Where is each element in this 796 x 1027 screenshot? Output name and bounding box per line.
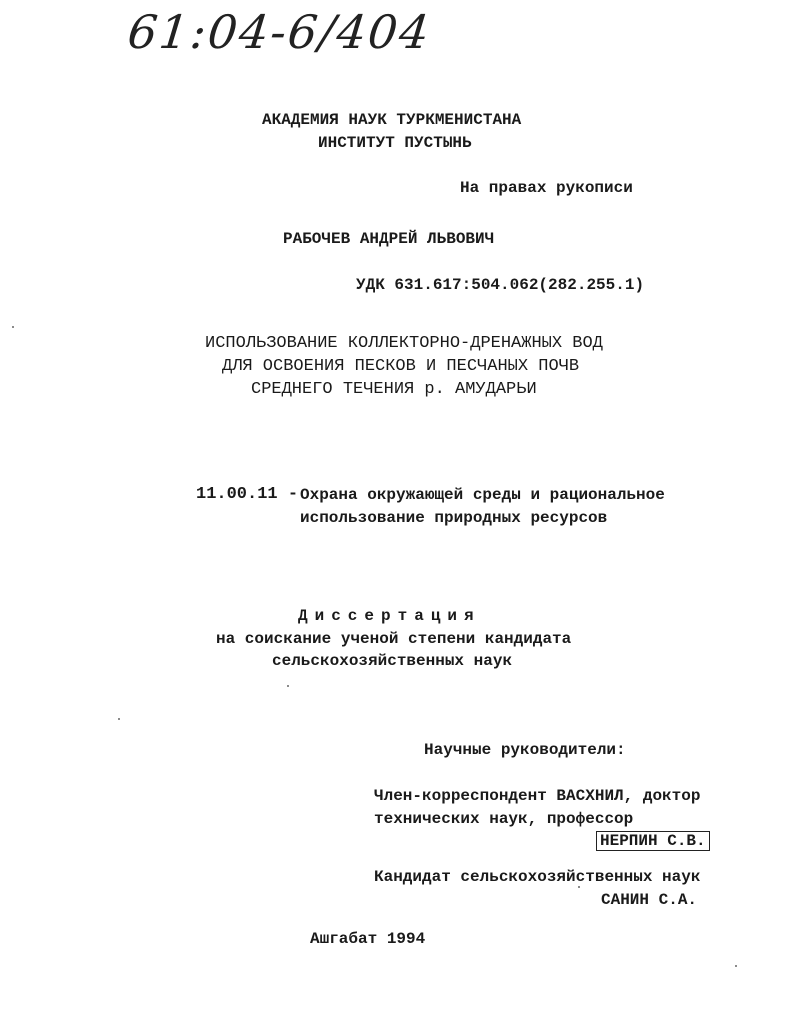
dissertation-line-2: сельскохозяйственных наук: [272, 652, 513, 670]
dissertation-line-1: на соискание ученой степени кандидата: [216, 630, 572, 648]
scan-speck: [287, 685, 289, 687]
title-line-3: СРЕДНЕГО ТЕЧЕНИЯ р. АМУДАРЬИ: [251, 380, 537, 399]
supervisor-1-line-2: технических наук, профессор: [374, 810, 634, 828]
supervisor-1-line-1: Член-корреспондент ВАСХНИЛ, доктор: [374, 787, 701, 805]
institute-name: ИНСТИТУТ ПУСТЫНЬ: [318, 134, 472, 152]
title-line-2: ДЛЯ ОСВОЕНИЯ ПЕСКОВ И ПЕСЧАНЫХ ПОЧВ: [222, 357, 580, 376]
supervisor-1-name: НЕРПИН С.В.: [596, 831, 710, 851]
academy-name: АКАДЕМИЯ НАУК ТУРКМЕНИСТАНА: [262, 111, 522, 129]
specialty-line-1: Охрана окружающей среды и рациональное: [300, 486, 665, 504]
supervisors-heading: Научные руководители:: [424, 741, 626, 759]
place-year: Ашгабат 1994: [310, 930, 426, 948]
specialty-line-2: использование природных ресурсов: [300, 509, 608, 527]
udk-code: УДК 631.617:504.062(282.255.1): [356, 276, 645, 294]
supervisor-2-name: САНИН С.А.: [601, 891, 698, 909]
scan-speck: [118, 718, 120, 720]
specialty-code: 11.00.11 -: [196, 485, 299, 504]
rights-note: На правах рукописи: [460, 179, 633, 197]
author-name: РАБОЧЕВ АНДРЕЙ ЛЬВОВИЧ: [283, 230, 495, 248]
handwritten-archive-code: 61:04-6/404: [125, 5, 434, 59]
dissertation-heading: Диссертация: [298, 607, 481, 625]
scan-speck: [12, 326, 14, 328]
supervisor-2-line-1: Кандидат сельскохозяйственных наук: [374, 868, 701, 886]
title-line-1: ИСПОЛЬЗОВАНИЕ КОЛЛЕКТОРНО-ДРЕНАЖНЫХ ВОД: [205, 334, 603, 353]
scan-speck: [578, 886, 580, 888]
scan-speck: [735, 965, 737, 967]
